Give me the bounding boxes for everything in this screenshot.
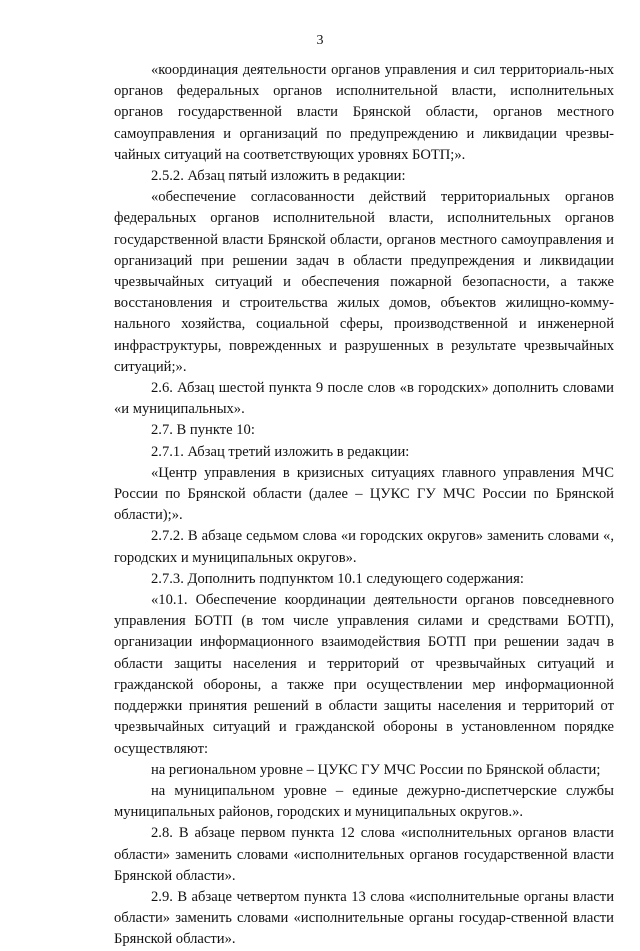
clause-2-9: 2.9. В абзаце четвертом пункта 13 слова «исполнительные органы власти области» заменить словами «исполнительные органы государ-ственной власти Брянской области». [114, 888, 614, 948]
clause-2-7-2: 2.7.2. В абзаце седьмом слова «и городских округов» заменить словами «, городских и муниципальных округов». [114, 528, 614, 566]
clause-2-5-2: 2.5.2. Абзац пятый изложить в редакции: [151, 168, 406, 185]
quote-coordination-paragraph: «координация деятельности органов управления и сил территориаль-ных органов федеральных органов исполнительной власти, исполнительных органов государственной власти Брянской области, органов местного самоуправления и организаций по предупреждению и ликвидации чрезвы-чайных ситуаций на соответствующих уровнях БОТП;». [114, 62, 614, 163]
clause-2-7-3: 2.7.3. Дополнить подпунктом 10.1 следующего содержания: [151, 570, 524, 587]
clause-2-7-1: 2.7.1. Абзац третий изложить в редакции: [151, 443, 410, 460]
quote-crisis-center-paragraph: «Центр управления в кризисных ситуациях главного управления МЧС России по Брянской области (далее – ЦУКС ГУ МЧС России по Брянской области);». [114, 464, 614, 524]
regional-level-paragraph: на региональном уровне – ЦУКС ГУ МЧС России по Брянской области; [151, 761, 601, 778]
quote-subclause-10-1: «10.1. Обеспечение координации деятельности органов повседневного управления БОТП (в том числе управления силами и средствами БОТП), организации информационного взаимодействия БОТП при решении задач в области защиты населения и территорий от чрезвычайных ситуаций и гражданской обороны, а также при осуществлении мер информационной поддержки принятия решений в области защиты населения и территорий от чрезвычайных ситуаций и гражданской обороны в установленном порядке осуществляют: [114, 592, 614, 757]
clause-2-7: 2.7. В пункте 10: [151, 422, 255, 439]
municipal-level-paragraph: на муниципальном уровне – единые дежурно-диспетчерские службы муниципальных районов, городских и муниципальных округов.». [114, 782, 614, 821]
document-body [114, 60, 614, 951]
page-number: 3 [316, 33, 324, 48]
clause-2-8: 2.8. В абзаце первом пункта 12 слова «исполнительных органов власти области» заменить словами «исполнительных органов государственной власти Брянской области». [114, 825, 614, 884]
clause-2-6: 2.6. Абзац шестой пункта 9 после слов «в городских» дополнить словами «и муниципальных». [114, 380, 614, 418]
quote-consistency-paragraph: «обеспечение согласованности действий территориальных органов федеральных органов исполнительной власти, исполнительных органов государственной власти Брянской области, органов местного самоуправления и организаций при решении задач в области предупреждения и ликвидации чрезвычайных ситуаций и обеспечения пожарной безопасности, а также восстановления и строительства жилых домов, объектов жилищно-комму-нального хозяйства, социальной сферы, производственной и инженерной инфраструктуры, поврежденных и разрушенных в результате чрезвычайных ситуаций;». [114, 189, 614, 375]
